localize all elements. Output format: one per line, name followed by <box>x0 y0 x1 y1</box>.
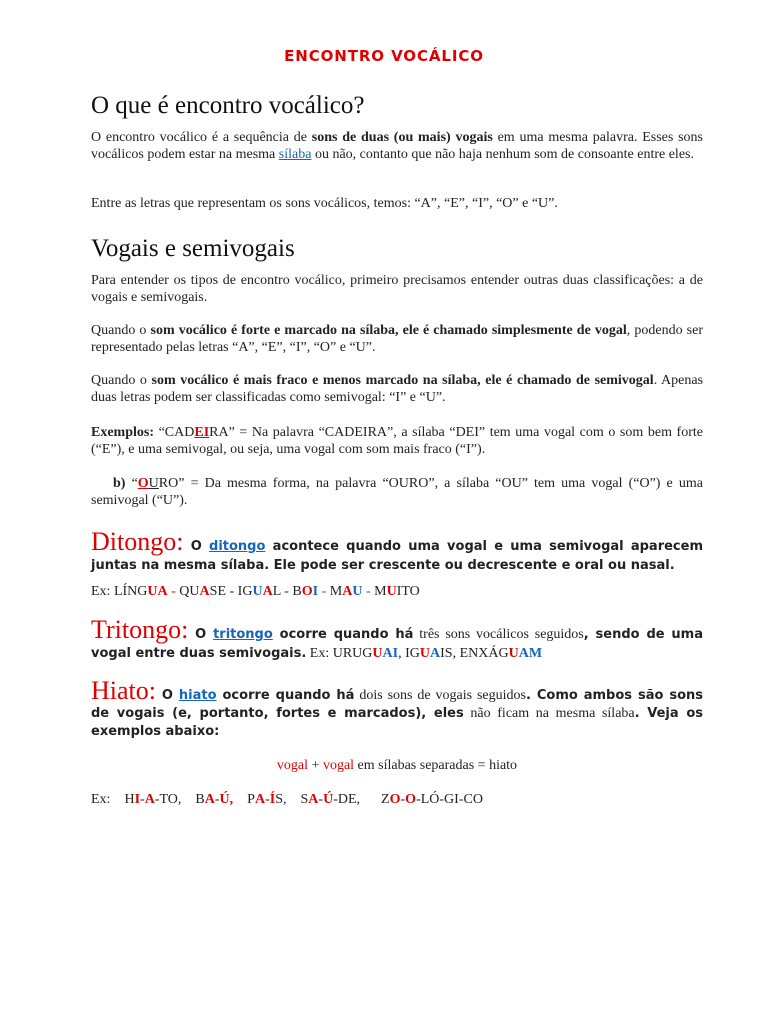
text: , podendo ser representado pelas letras “A”, “E”, “I”, “O” e “U”. <box>91 323 703 355</box>
formula-vogal: vogal <box>322 758 355 773</box>
text: RA” = Na palavra “CADEIRA”, a sílaba “DEI” tem uma vogal com o som bem forte (“E”), e uma semivogal, ou seja, uma vogal com som mais fraco (“I”). <box>91 425 703 457</box>
bold-text: som vocálico é forte e marcado na sílaba, ele é chamado simplesmente de vogal <box>150 323 627 338</box>
text: O <box>188 627 214 642</box>
text: acontece quando uma vogal e uma semivogal aparecem juntas na mesma sílaba. Ele pode ser crescente ou decrescente e oral ou nasal. <box>91 539 704 573</box>
text: não ficam na mesma sílaba <box>463 706 635 721</box>
ditongo-link[interactable]: ditongo <box>209 539 266 554</box>
hiato-section <box>91 676 704 741</box>
text: Entre as letras que representam os sons vocálicos, temos: “A”, “E”, “I”, “O” e “U”. <box>91 196 558 211</box>
text: “CAD <box>154 425 195 440</box>
text: O encontro vocálico é a sequência de <box>91 130 312 145</box>
text: ocorre quando há <box>216 688 355 703</box>
highlight: O <box>137 476 149 491</box>
text: dois sons de vogais seguidos <box>354 688 526 703</box>
hiato-examples <box>91 792 703 809</box>
text: . Apenas duas letras podem ser classificadas como semivogal: “I” e “U”. <box>91 373 704 405</box>
section-heading: Vogais e semivogais <box>91 235 295 262</box>
text: ou não, contanto que não haja nenhum som de consoante entre eles. <box>311 146 694 162</box>
paragraph <box>91 196 703 213</box>
text: Quando o <box>91 373 152 388</box>
text: Quando o <box>91 323 151 338</box>
page-title: ENCONTRO VOCÁLICO <box>284 47 484 65</box>
hiato-formula <box>91 758 703 775</box>
paragraph <box>91 323 703 356</box>
ditongo-examples <box>91 584 703 601</box>
text: em uma mesma palavra. Esses sons vocálicos podem estar na mesma <box>91 130 703 162</box>
hiato-link[interactable]: hiato <box>178 688 217 703</box>
text: . Como ambos são sons de vogais (e, portanto, fortes e marcados), eles <box>91 688 704 721</box>
highlight: EI <box>194 425 210 440</box>
example-b-label: b) <box>113 476 126 491</box>
ditongo-heading: Ditongo: <box>91 527 184 556</box>
section-vogais <box>91 235 703 263</box>
bold-text: sons de duas (ou mais) vogais <box>311 130 493 145</box>
text: Para entender os tipos de encontro vocálico, primeiro precisamos entender outras duas classificações: a de vogais e semivogais. <box>91 273 703 305</box>
tritongo-examples-text: Ex: URUGUAI, IGUAIS, ENXÁGUAM <box>306 646 543 661</box>
examples-label: Exemplos: <box>91 425 154 440</box>
examples <box>91 425 703 458</box>
tritongo-link[interactable]: tritongo <box>213 627 273 642</box>
tritongo-section <box>91 615 704 663</box>
tritongo-heading: Tritongo: <box>91 615 189 644</box>
bold-text: som vocálico é mais fraco e menos marcado na sílaba, ele é chamado de semivogal <box>151 373 654 388</box>
text: + <box>308 758 323 773</box>
ditongo-section <box>91 527 704 575</box>
paragraph <box>91 273 703 306</box>
example-b <box>91 476 703 509</box>
hiato-examples-text: Ex: HI-A-TO, BA-Ú, PA-ÍS, SA-Ú-DE, ZO-O-LÓ-GI-CO <box>91 792 483 807</box>
ditongo-examples-text: Ex: LÍNGUA - QUASE - IGUAL - BOI - MAU - MUITO <box>91 584 420 599</box>
hiato-heading: Hiato: <box>91 676 156 705</box>
silaba-link[interactable]: sílaba <box>278 146 312 162</box>
examples-label: Ex: <box>91 792 111 807</box>
text: em sílabas separadas = hiato <box>354 758 518 773</box>
highlight: U <box>148 476 159 491</box>
text: O <box>156 688 179 703</box>
text: “ <box>125 476 138 491</box>
paragraph <box>91 373 703 406</box>
text: O <box>183 539 210 554</box>
formula-vogal: vogal <box>276 758 309 773</box>
text: ocorre quando há <box>272 627 414 642</box>
section-what-is <box>91 92 703 120</box>
text: três sons vocálicos seguidos <box>413 627 584 642</box>
paragraph <box>91 130 703 163</box>
section-heading: O que é encontro vocálico? <box>91 92 365 119</box>
text: . Veja os exemplos abaixo: <box>91 706 703 739</box>
text: , sendo de uma vogal entre duas semivogais. <box>91 627 704 661</box>
text: RO” = Da mesma forma, na palavra “OURO”, a sílaba “OU” tem uma vogal (“O”) e uma semivogal (“U”). <box>91 476 703 508</box>
